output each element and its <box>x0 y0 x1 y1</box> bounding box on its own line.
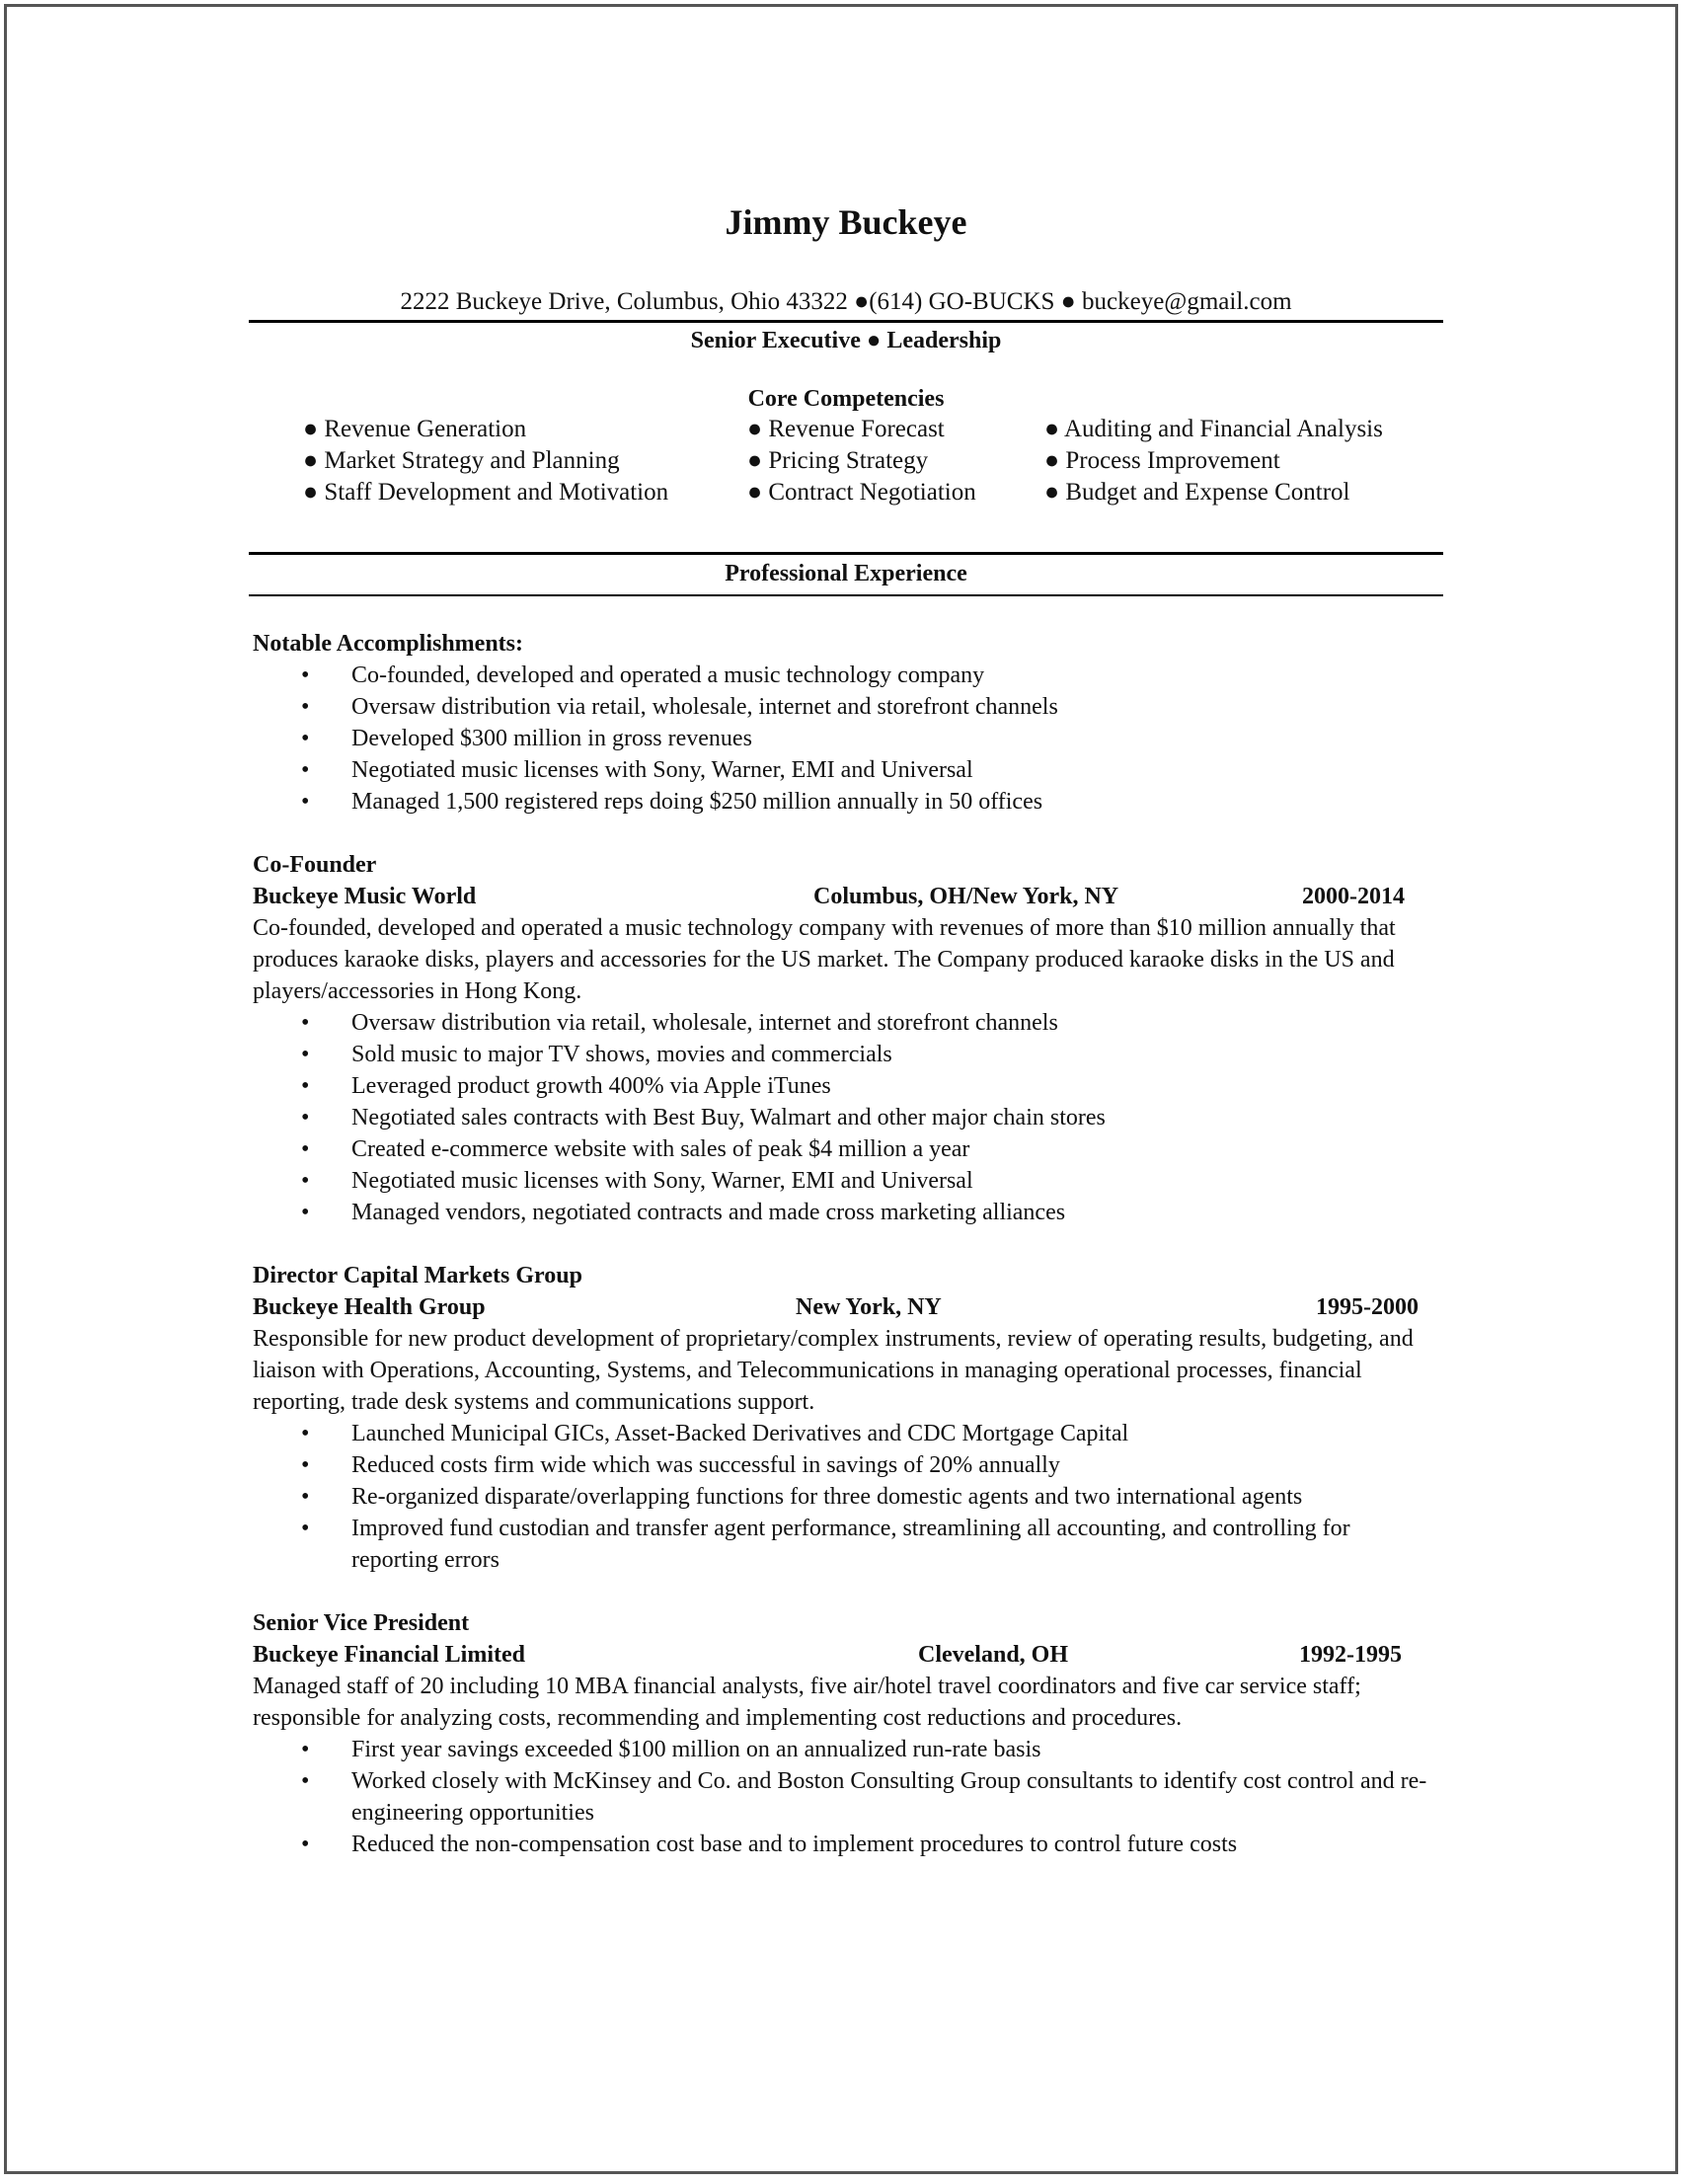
competency-row <box>249 414 1443 445</box>
candidate-name: Jimmy Buckeye <box>725 202 967 242</box>
list-item: • Improved fund custodian and transfer agent performance, streamlining all accounting, and controlling for reporting errors <box>249 1513 1443 1576</box>
list-item: • Reduced the non-compensation cost base and to implement procedures to control future costs <box>249 1829 1443 1860</box>
bullet-icon: • <box>301 1832 310 1857</box>
resume-page <box>249 197 1443 1860</box>
competencies-title: Core Competencies <box>747 386 945 412</box>
job-bullets <box>249 1007 1443 1228</box>
competency-item: ● Revenue Generation <box>303 416 527 442</box>
competency-item: ● Auditing and Financial Analysis <box>1044 416 1383 442</box>
competency-row <box>249 477 1443 508</box>
list-item: • Co-founded, developed and operated a music technology company <box>249 660 1443 691</box>
job-title: Senior Vice President <box>253 1610 470 1636</box>
section-title: Professional Experience <box>725 561 967 586</box>
list-item: • Created e-commerce website with sales of peak $4 million a year <box>249 1133 1443 1165</box>
list-item: • Oversaw distribution via retail, wholesale, internet and storefront channels <box>249 691 1443 723</box>
bullet-icon: • <box>301 1737 310 1762</box>
job-location: Cleveland, OH <box>918 1642 1069 1668</box>
job-entry <box>249 1607 1443 1860</box>
company-name: Buckeye Health Group <box>253 1294 486 1320</box>
list-item: • Managed 1,500 registered reps doing $250 million annually in 50 offices <box>249 786 1443 818</box>
job-description: Responsible for new product development of proprietary/complex instruments, review of operating results, budgeting, and liaison with Operations, Accounting, Systems, and Telecommunications in managing operational processes, financial reporting, trade desk systems and communications support. <box>253 1326 1414 1415</box>
company-row <box>249 1291 1443 1323</box>
bullet-icon: • <box>301 1010 310 1036</box>
notable-heading: Notable Accomplishments: <box>253 631 523 657</box>
job-years: 1995-2000 <box>1316 1294 1419 1320</box>
bullet-icon: • <box>301 1484 310 1510</box>
bullet-icon: • <box>301 1200 310 1225</box>
job-location: New York, NY <box>796 1294 942 1320</box>
list-item: • Negotiated sales contracts with Best Buy, Walmart and other major chain stores <box>249 1102 1443 1133</box>
list-item: • First year savings exceeded $100 million on an annualized run-rate basis <box>249 1734 1443 1765</box>
list-item: • Reduced costs firm wide which was successful in savings of 20% annually <box>249 1449 1443 1481</box>
job-entry <box>249 849 1443 1228</box>
notable-list <box>249 660 1443 818</box>
contact-line: 2222 Buckeye Drive, Columbus, Ohio 43322 ●(614) GO-BUCKS ● buckeye@gmail.com <box>400 288 1292 315</box>
job-title: Director Capital Markets Group <box>253 1263 582 1288</box>
competencies-grid <box>249 414 1443 508</box>
bullet-icon: • <box>301 1073 310 1099</box>
competency-item: ● Market Strategy and Planning <box>303 447 620 474</box>
competency-item: ● Revenue Forecast <box>747 416 945 442</box>
list-item: • Worked closely with McKinsey and Co. and Boston Consulting Group consultants to identify cost control and re-engineering opportunities <box>249 1765 1443 1829</box>
list-item: • Launched Municipal GICs, Asset-Backed Derivatives and CDC Mortgage Capital <box>249 1418 1443 1449</box>
company-row <box>249 881 1443 912</box>
bullet-icon: • <box>301 1452 310 1478</box>
job-entry <box>249 1260 1443 1576</box>
job-years: 1992-1995 <box>1299 1642 1402 1668</box>
list-item: • Oversaw distribution via retail, wholesale, internet and storefront channels <box>249 1007 1443 1039</box>
competency-item: ● Contract Negotiation <box>747 479 976 506</box>
list-item: • Leveraged product growth 400% via Apple iTunes <box>249 1070 1443 1102</box>
list-item: • Developed $300 million in gross revenues <box>249 723 1443 754</box>
bullet-icon: • <box>301 694 310 720</box>
competency-row <box>249 445 1443 477</box>
bullet-icon: • <box>301 1768 310 1794</box>
job-years: 2000-2014 <box>1302 884 1405 909</box>
job-description: Co-founded, developed and operated a music technology company with revenues of more than $10 million annually that produces karaoke disks, players and accessories for the US market. The Company produced karaoke disks in the US and players/accessories in Hong Kong. <box>253 915 1396 1004</box>
bullet-icon: • <box>301 1421 310 1446</box>
job-location: Columbus, OH/New York, NY <box>813 884 1119 909</box>
bullet-icon: • <box>301 663 310 688</box>
bullet-icon: • <box>301 757 310 783</box>
job-bullets <box>249 1734 1443 1860</box>
bullet-icon: • <box>301 726 310 751</box>
competency-item: ● Budget and Expense Control <box>1044 479 1350 506</box>
bullet-icon: • <box>301 1042 310 1067</box>
competency-item: ● Staff Development and Motivation <box>303 479 669 506</box>
list-item: • Sold music to major TV shows, movies and commercials <box>249 1039 1443 1070</box>
list-item: • Negotiated music licenses with Sony, Warner, EMI and Universal <box>249 754 1443 786</box>
company-row <box>249 1639 1443 1671</box>
bullet-icon: • <box>301 1168 310 1194</box>
job-title: Co-Founder <box>253 852 377 878</box>
job-bullets <box>249 1418 1443 1576</box>
bullet-icon: • <box>301 1105 310 1131</box>
job-description: Managed staff of 20 including 10 MBA financial analysts, five air/hotel travel coordinators and five car service staff; responsible for analyzing costs, recommending and implementing cost reductions and procedures. <box>253 1674 1361 1731</box>
competency-item: ● Pricing Strategy <box>747 447 929 474</box>
bullet-icon: • <box>301 1136 310 1162</box>
list-item: • Re-organized disparate/overlapping functions for three domestic agents and two international agents <box>249 1481 1443 1513</box>
tagline: Senior Executive ● Leadership <box>690 328 1002 353</box>
company-name: Buckeye Financial Limited <box>253 1642 525 1668</box>
divider <box>249 594 1443 596</box>
list-item: • Negotiated music licenses with Sony, Warner, EMI and Universal <box>249 1165 1443 1197</box>
company-name: Buckeye Music World <box>253 884 477 909</box>
list-item: • Managed vendors, negotiated contracts and made cross marketing alliances <box>249 1197 1443 1228</box>
bullet-icon: • <box>301 1516 310 1541</box>
competency-item: ● Process Improvement <box>1044 447 1280 474</box>
bullet-icon: • <box>301 789 310 815</box>
